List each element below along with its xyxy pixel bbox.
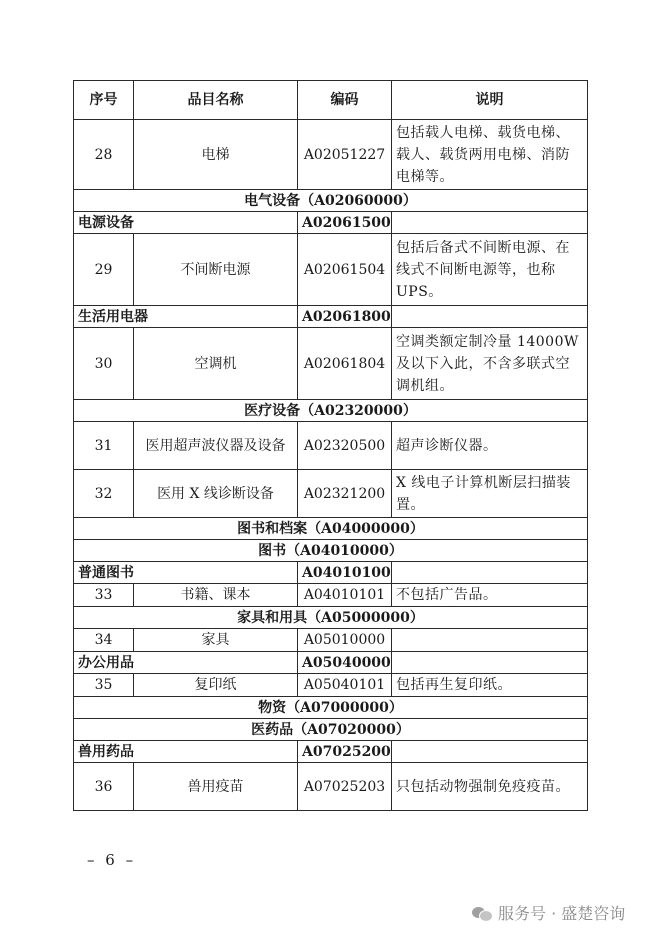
section-label: 医药品（A07020000） — [74, 719, 588, 741]
section-row — [74, 400, 588, 422]
subcategory-row — [74, 306, 588, 328]
row-name: 复印纸 — [134, 674, 298, 697]
row-desc: 包括再生复印纸。 — [392, 674, 588, 697]
row-no: 31 — [74, 422, 134, 470]
subcategory-label: 生活用电器 — [74, 306, 298, 328]
row-name: 兽用疫苗 — [134, 763, 298, 811]
section-label: 图书（A04010000） — [74, 540, 588, 562]
subcategory-row — [74, 212, 588, 234]
row-desc: 空调类额定制冷量 14000W 及以下入此，不含多联式空调机组。 — [392, 328, 588, 400]
row-no: 28 — [74, 120, 134, 190]
row-name: 医用超声波仪器及设备 — [134, 422, 298, 470]
subcategory-row — [74, 652, 588, 674]
row-code: A05040101 — [298, 674, 392, 697]
row-code: A04010101 — [298, 584, 392, 607]
row-name: 医用 X 线诊断设备 — [134, 470, 298, 518]
row-name: 电梯 — [134, 120, 298, 190]
subcategory-desc — [392, 741, 588, 763]
header-no: 序号 — [74, 81, 134, 120]
subcategory-code: A04010100 — [298, 562, 392, 584]
wechat-icon — [472, 905, 492, 921]
procurement-catalog-table — [73, 80, 588, 811]
row-no: 32 — [74, 470, 134, 518]
row-code: A07025203 — [298, 763, 392, 811]
subcategory-label: 电源设备 — [74, 212, 298, 234]
subcategory-code: A02061500 — [298, 212, 392, 234]
section-row — [74, 540, 588, 562]
section-label: 电气设备（A02060000） — [74, 190, 588, 212]
row-no: 36 — [74, 763, 134, 811]
subcategory-desc — [392, 212, 588, 234]
row-name: 不间断电源 — [134, 234, 298, 306]
row-code: A02320500 — [298, 422, 392, 470]
subcategory-desc — [392, 652, 588, 674]
subcategory-row — [74, 562, 588, 584]
table-row — [74, 328, 588, 400]
section-label: 物资（A07000000） — [74, 697, 588, 719]
row-desc: 包括后备式不间断电源、在线式不间断电源等，也称 UPS。 — [392, 234, 588, 306]
header-code: 编码 — [298, 81, 392, 120]
row-code: A02061804 — [298, 328, 392, 400]
row-desc — [392, 629, 588, 652]
row-name: 空调机 — [134, 328, 298, 400]
subcategory-desc — [392, 562, 588, 584]
row-no: 34 — [74, 629, 134, 652]
table-row — [74, 422, 588, 470]
subcategory-row — [74, 741, 588, 763]
row-no: 33 — [74, 584, 134, 607]
row-code: A02061504 — [298, 234, 392, 306]
section-label: 图书和档案（A04000000） — [74, 518, 588, 540]
table-row — [74, 629, 588, 652]
row-code: A05010000 — [298, 629, 392, 652]
watermark — [472, 901, 625, 924]
row-desc: 不包括广告品。 — [392, 584, 588, 607]
table-row — [74, 120, 588, 190]
section-row — [74, 607, 588, 629]
section-row — [74, 697, 588, 719]
row-desc: 只包括动物强制免疫疫苗。 — [392, 763, 588, 811]
subcategory-code: A07025200 — [298, 741, 392, 763]
subcategory-desc — [392, 306, 588, 328]
row-no: 35 — [74, 674, 134, 697]
row-name: 书籍、课本 — [134, 584, 298, 607]
header-desc: 说明 — [392, 81, 588, 120]
table-row — [74, 234, 588, 306]
row-code: A02321200 — [298, 470, 392, 518]
table-row — [74, 763, 588, 811]
page-number: – 6 – — [87, 851, 137, 869]
row-desc: 包括载人电梯、载货电梯、载人、载货两用电梯、消防电梯等。 — [392, 120, 588, 190]
row-desc: 超声诊断仪器。 — [392, 422, 588, 470]
table-row — [74, 584, 588, 607]
section-row — [74, 719, 588, 741]
table-header-row — [74, 81, 588, 120]
subcategory-label: 普通图书 — [74, 562, 298, 584]
table-row — [74, 470, 588, 518]
header-name: 品目名称 — [134, 81, 298, 120]
subcategory-code: A02061800 — [298, 306, 392, 328]
row-no: 30 — [74, 328, 134, 400]
watermark-text: 服务号 · 盛楚咨询 — [498, 904, 626, 923]
table-row — [74, 674, 588, 697]
section-label: 家具和用具（A05000000） — [74, 607, 588, 629]
row-desc: X 线电子计算机断层扫描装置。 — [392, 470, 588, 518]
subcategory-code: A05040000 — [298, 652, 392, 674]
section-row — [74, 190, 588, 212]
section-row — [74, 518, 588, 540]
row-no: 29 — [74, 234, 134, 306]
section-label: 医疗设备（A02320000） — [74, 400, 588, 422]
subcategory-label: 兽用药品 — [74, 741, 298, 763]
subcategory-label: 办公用品 — [74, 652, 298, 674]
row-code: A02051227 — [298, 120, 392, 190]
row-name: 家具 — [134, 629, 298, 652]
